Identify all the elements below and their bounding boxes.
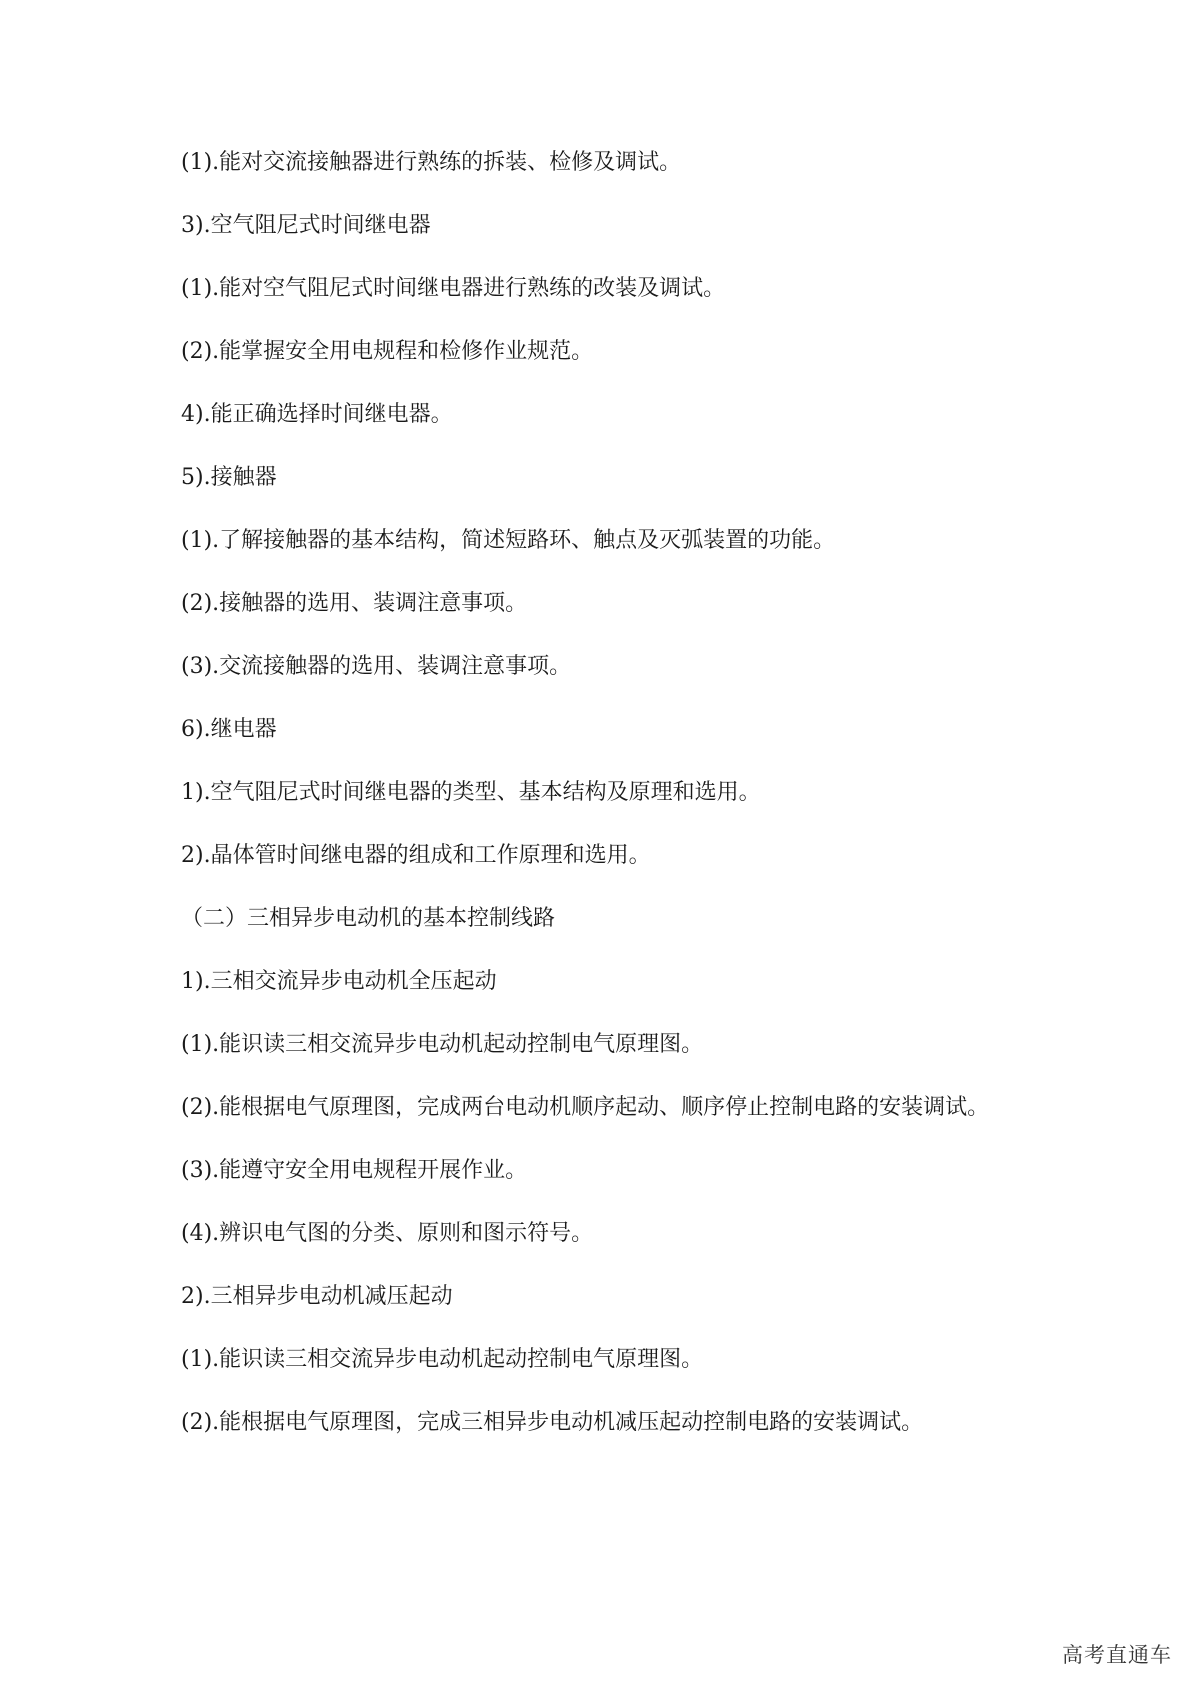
paragraph: (4).辨识电气图的分类、原则和图示符号。 [181,1221,594,1246]
paragraph: 2).三相异步电动机减压起动 [181,1284,453,1309]
paragraph: (1).能识读三相交流异步电动机起动控制电气原理图。 [181,1032,704,1057]
paragraph: (1).了解接触器的基本结构，简述短路环、触点及灭弧装置的功能。 [181,528,836,553]
paragraph: (2).能掌握安全用电规程和检修作业规范。 [181,339,594,364]
paragraph: (3).交流接触器的选用、装调注意事项。 [181,654,572,679]
paragraph: (2).接触器的选用、装调注意事项。 [181,591,528,616]
paragraph: 1).三相交流异步电动机全压起动 [181,969,497,994]
section-heading: （二）三相异步电动机的基本控制线路 [181,906,556,931]
paragraph: 4).能正确选择时间继电器。 [181,402,453,427]
paragraph: 6).继电器 [181,717,277,742]
paragraph: (2).能根据电气原理图，完成两台电动机顺序起动、顺序停止控制电路的安装调试。 [181,1095,990,1120]
watermark-text: 高考直通车 [1062,1643,1172,1667]
paragraph: 5).接触器 [181,465,277,490]
paragraph: (1).能识读三相交流异步电动机起动控制电气原理图。 [181,1347,704,1372]
paragraph: 2).晶体管时间继电器的组成和工作原理和选用。 [181,843,651,868]
paragraph: (3).能遵守安全用电规程开展作业。 [181,1158,528,1183]
document-body [181,148,1021,1471]
paragraph: 3).空气阻尼式时间继电器 [181,213,431,238]
paragraph: (1).能对空气阻尼式时间继电器进行熟练的改装及调试。 [181,276,726,301]
paragraph: (1).能对交流接触器进行熟练的拆装、检修及调试。 [181,150,682,175]
paragraph: (2).能根据电气原理图，完成三相异步电动机减压起动控制电路的安装调试。 [181,1410,924,1435]
paragraph: 1).空气阻尼式时间继电器的类型、基本结构及原理和选用。 [181,780,761,805]
